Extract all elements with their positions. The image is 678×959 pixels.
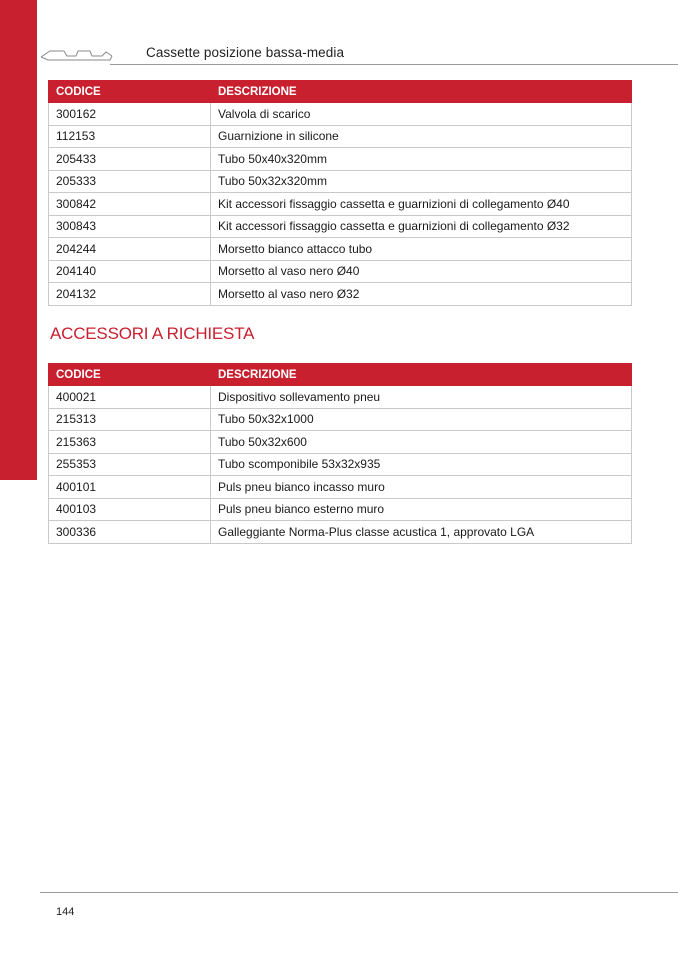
cell-description: Puls pneu bianco esterno muro <box>211 498 632 521</box>
cell-description: Tubo scomponibile 53x32x935 <box>211 453 632 476</box>
table-row <box>49 498 632 521</box>
table-row <box>49 476 632 499</box>
footer-divider <box>40 892 678 893</box>
cell-code: 300842 <box>49 193 211 216</box>
brand-outline-logo-icon <box>40 46 114 62</box>
table-row <box>49 386 632 409</box>
cell-description: Tubo 50x32x600 <box>211 431 632 454</box>
column-header-description: DESCRIZIONE <box>211 81 632 103</box>
table-row <box>49 193 632 216</box>
cell-code: 205333 <box>49 170 211 193</box>
table-row <box>49 238 632 261</box>
table-row <box>49 170 632 193</box>
cell-description: Morsetto al vaso nero Ø40 <box>211 260 632 283</box>
column-header-code: CODICE <box>49 81 211 103</box>
column-header-code: CODICE <box>49 364 211 386</box>
table-row <box>49 103 632 126</box>
cell-description: Kit accessori fissaggio cassetta e guarnizioni di collegamento Ø32 <box>211 215 632 238</box>
table-row <box>49 148 632 171</box>
cell-description: Tubo 50x32x320mm <box>211 170 632 193</box>
table-row <box>49 215 632 238</box>
table-row <box>49 408 632 431</box>
cell-description: Dispositivo sollevamento pneu <box>211 386 632 409</box>
column-header-description: DESCRIZIONE <box>211 364 632 386</box>
page-number: 144 <box>56 906 75 918</box>
table-row <box>49 260 632 283</box>
cell-code: 255353 <box>49 453 211 476</box>
cell-description: Morsetto al vaso nero Ø32 <box>211 283 632 306</box>
cell-code: 300162 <box>49 103 211 126</box>
table-row <box>49 521 632 544</box>
side-accent-band <box>0 0 37 480</box>
cell-code: 300843 <box>49 215 211 238</box>
cell-code: 112153 <box>49 125 211 148</box>
header-divider <box>110 64 678 65</box>
cell-code: 204244 <box>49 238 211 261</box>
cell-code: 204140 <box>49 260 211 283</box>
table-row <box>49 453 632 476</box>
cell-code: 400101 <box>49 476 211 499</box>
table-row <box>49 283 632 306</box>
cell-description: Tubo 50x40x320mm <box>211 148 632 171</box>
cell-code: 215313 <box>49 408 211 431</box>
cell-code: 400103 <box>49 498 211 521</box>
table-row <box>49 125 632 148</box>
cell-description: Guarnizione in silicone <box>211 125 632 148</box>
cell-description: Kit accessori fissaggio cassetta e guarnizioni di collegamento Ø40 <box>211 193 632 216</box>
table-row <box>49 431 632 454</box>
components-table <box>48 80 632 306</box>
cell-description: Puls pneu bianco incasso muro <box>211 476 632 499</box>
cell-code: 400021 <box>49 386 211 409</box>
cell-description: Valvola di scarico <box>211 103 632 126</box>
cell-code: 205433 <box>49 148 211 171</box>
cell-description: Galleggiante Norma-Plus classe acustica 1, approvato LGA <box>211 521 632 544</box>
cell-code: 215363 <box>49 431 211 454</box>
cell-code: 300336 <box>49 521 211 544</box>
cell-description: Tubo 50x32x1000 <box>211 408 632 431</box>
cell-description: Morsetto bianco attacco tubo <box>211 238 632 261</box>
cell-code: 204132 <box>49 283 211 306</box>
optional-accessories-table <box>48 363 632 544</box>
table-header-row <box>49 364 632 386</box>
table-header-row <box>49 81 632 103</box>
page-header-title: Cassette posizione bassa-media <box>146 45 345 60</box>
section-title-optional-accessories: ACCESSORI A RICHIESTA <box>50 324 255 343</box>
